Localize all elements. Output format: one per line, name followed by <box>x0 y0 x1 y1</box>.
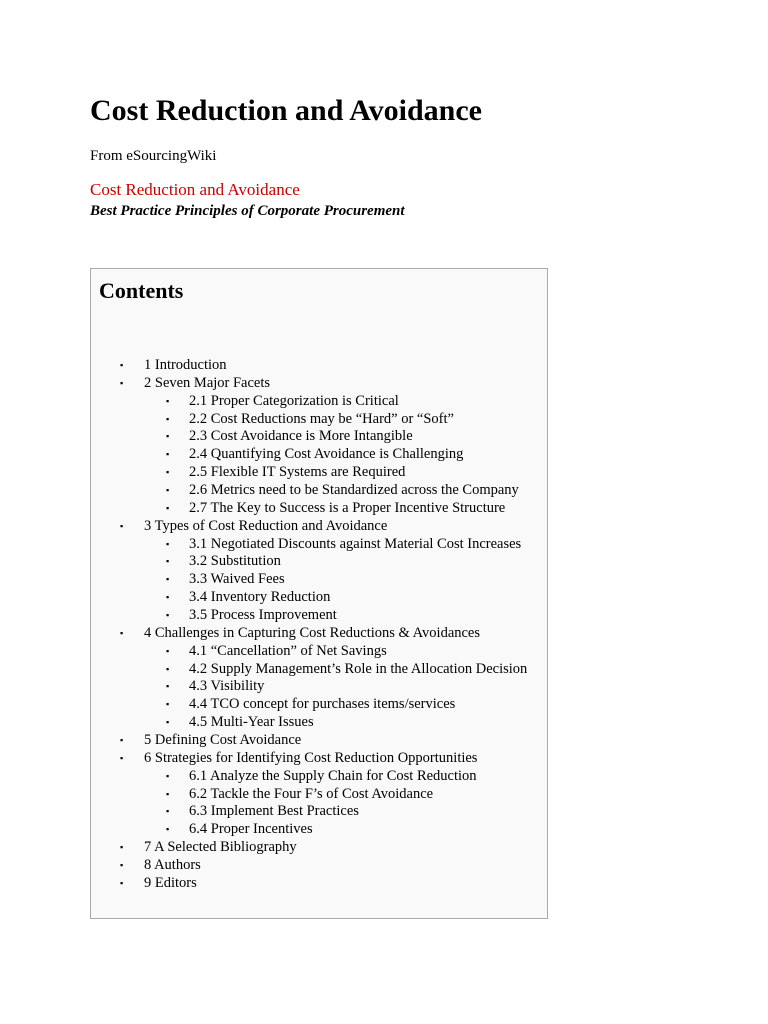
toc-link[interactable]: 2.3 Cost Avoidance is More Intangible <box>189 428 413 445</box>
bullet-icon: ▪ <box>166 645 170 656</box>
toc-link[interactable]: 9 Editors <box>144 874 197 891</box>
bullet-icon: ▪ <box>120 842 124 853</box>
bullet-icon: ▪ <box>166 467 170 478</box>
bullet-icon: ▪ <box>120 377 124 388</box>
toc-link[interactable]: 3.1 Negotiated Discounts against Material Cost Increases <box>189 535 522 552</box>
toc-link[interactable]: 4.1 “Cancellation” of Net Savings <box>189 642 387 659</box>
toc-link[interactable]: 4 Challenges in Capturing Cost Reductions & Avoidances <box>144 624 481 641</box>
toc-link[interactable]: 6 Strategies for Identifying Cost Reduction Opportunities <box>144 749 478 766</box>
toc-link[interactable]: 4.5 Multi-Year Issues <box>189 714 314 731</box>
toc-link[interactable]: 2.2 Cost Reductions may be “Hard” or “Soft” <box>189 410 454 427</box>
tagline: Best Practice Principles of Corporate Procurement <box>90 203 405 219</box>
toc-link[interactable]: 3.3 Waived Fees <box>189 571 285 588</box>
toc-link[interactable]: 2.5 Flexible IT Systems are Required <box>189 464 406 481</box>
toc-link[interactable]: 2.7 The Key to Success is a Proper Incentive Structure <box>189 499 506 516</box>
bullet-icon: ▪ <box>166 806 170 817</box>
bullet-icon: ▪ <box>166 502 170 513</box>
toc-link[interactable]: 6.1 Analyze the Supply Chain for Cost Reduction <box>189 767 477 784</box>
bullet-icon: ▪ <box>120 520 124 531</box>
bullet-icon: ▪ <box>120 877 124 888</box>
bullet-icon: ▪ <box>166 574 170 585</box>
toc-link[interactable]: 3.5 Process Improvement <box>189 607 337 624</box>
bullet-icon: ▪ <box>120 860 124 871</box>
bullet-icon: ▪ <box>166 824 170 835</box>
bullet-icon: ▪ <box>166 485 170 496</box>
toc-link[interactable]: 6.3 Implement Best Practices <box>189 803 359 820</box>
subtitle-link[interactable]: Cost Reduction and Avoidance <box>90 180 300 199</box>
toc-link[interactable]: 4.3 Visibility <box>189 678 265 695</box>
bullet-icon: ▪ <box>166 610 170 621</box>
bullet-icon: ▪ <box>166 717 170 728</box>
bullet-icon: ▪ <box>166 788 170 799</box>
bullet-icon: ▪ <box>166 556 170 567</box>
bullet-icon: ▪ <box>166 538 170 549</box>
bullet-icon: ▪ <box>166 770 170 781</box>
toc-link[interactable]: 7 A Selected Bibliography <box>144 839 297 856</box>
bullet-icon: ▪ <box>166 431 170 442</box>
toc-link[interactable]: 4.4 TCO concept for purchases items/services <box>189 696 456 713</box>
bullet-icon: ▪ <box>166 395 170 406</box>
toc-link[interactable]: 2.1 Proper Categorization is Critical <box>189 392 399 409</box>
bullet-icon: ▪ <box>166 699 170 710</box>
toc-link[interactable]: 2 Seven Major Facets <box>144 374 271 391</box>
toc-link[interactable]: 3 Types of Cost Reduction and Avoidance <box>144 517 388 534</box>
bullet-icon: ▪ <box>120 627 124 638</box>
toc-link[interactable]: 2.4 Quantifying Cost Avoidance is Challenging <box>189 446 464 463</box>
bullet-icon: ▪ <box>120 752 124 763</box>
toc-link[interactable]: 1 Introduction <box>144 357 227 373</box>
toc-link[interactable]: 6.2 Tackle the Four F’s of Cost Avoidance <box>189 785 434 802</box>
toc-link[interactable]: 4.2 Supply Management’s Role in the Allocation Decision <box>189 660 528 677</box>
bullet-icon: ▪ <box>166 413 170 424</box>
bullet-icon: ▪ <box>166 663 170 674</box>
page-title: Cost Reduction and Avoidance <box>90 94 482 127</box>
bullet-icon: ▪ <box>166 449 170 460</box>
source-line: From eSourcingWiki <box>90 148 217 164</box>
toc-title: Contents <box>99 278 184 303</box>
toc-link[interactable]: 8 Authors <box>144 857 201 874</box>
bullet-icon: ▪ <box>120 735 124 746</box>
toc-link[interactable]: 3.4 Inventory Reduction <box>189 589 331 606</box>
toc-link[interactable]: 2.6 Metrics need to be Standardized across the Company <box>189 482 519 499</box>
bullet-icon: ▪ <box>166 592 170 603</box>
bullet-icon: ▪ <box>166 681 170 692</box>
toc-link[interactable]: 6.4 Proper Incentives <box>189 821 313 838</box>
bullet-icon: ▪ <box>120 360 124 370</box>
table-of-contents <box>90 268 548 919</box>
toc-link[interactable]: 3.2 Substitution <box>189 553 281 570</box>
toc-link[interactable]: 5 Defining Cost Avoidance <box>144 732 302 749</box>
